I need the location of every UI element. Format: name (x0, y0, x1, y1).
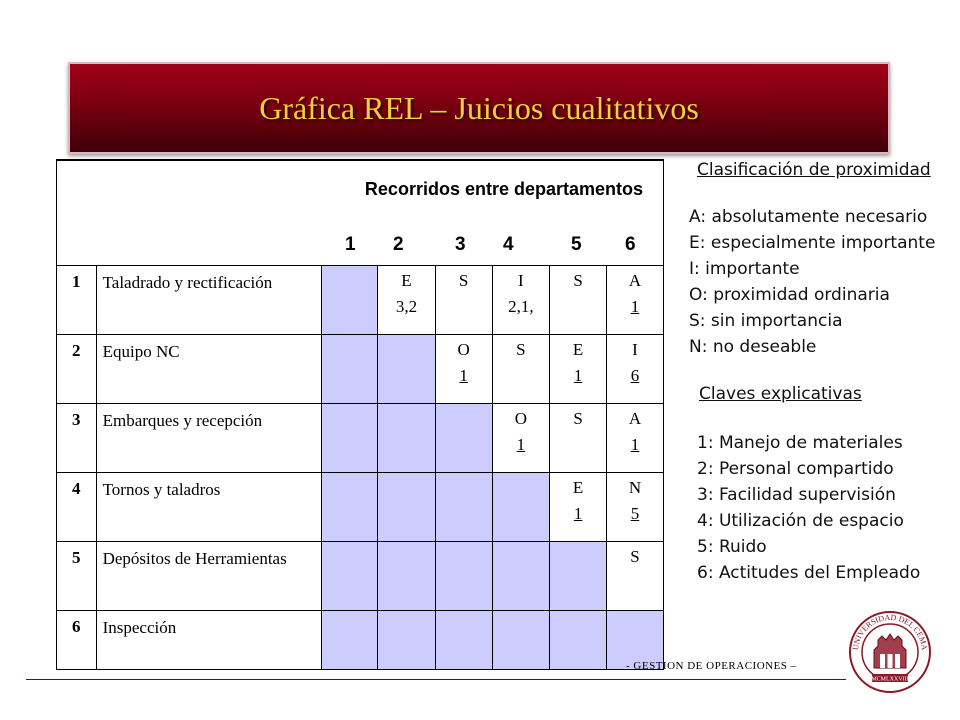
proximity-item: S: sin importancia (689, 311, 843, 331)
shaded-cell (492, 611, 550, 670)
shaded-cell (321, 473, 377, 542)
row-number: 2 (57, 335, 97, 404)
closeness-rating: E (572, 340, 584, 359)
footer-divider (26, 679, 846, 680)
shaded-cell (321, 542, 377, 611)
row-number: 5 (57, 542, 97, 611)
shaded-cell (378, 542, 435, 611)
shaded-cell (492, 473, 550, 542)
proximity-panel (697, 160, 931, 180)
relation-cell (550, 266, 607, 335)
university-seal-logo (848, 610, 932, 694)
key-item: 1: Manejo de materiales (697, 433, 903, 453)
closeness-rating: I (518, 271, 524, 290)
closeness-rating: O (514, 409, 527, 428)
department-name: Embarques y recepción (96, 404, 321, 473)
key-item: 6: Actitudes del Empleado (697, 563, 921, 583)
proximity-item: E: especialmente importante (689, 233, 936, 253)
table-row (57, 611, 664, 670)
shaded-cell (378, 335, 435, 404)
proximity-title: Clasificación de proximidad (697, 160, 931, 180)
proximity-item: I: importante (689, 259, 800, 279)
department-name: Depósitos de Herramientas (96, 542, 321, 611)
relation-cell (492, 266, 550, 335)
logo-text: UNIVERSIDAD DEL CEMA (850, 612, 930, 651)
shaded-cell (378, 404, 435, 473)
proximity-list-box (689, 204, 935, 360)
relation-cell (550, 473, 607, 542)
table-row (57, 542, 664, 611)
reason-code: 6 (630, 366, 640, 385)
closeness-rating: A (628, 271, 642, 290)
relation-cell (492, 404, 550, 473)
relation-cell (550, 404, 607, 473)
keys-list (697, 430, 920, 586)
shaded-cell (435, 611, 492, 670)
closeness-rating: I (632, 340, 638, 359)
title-banner (68, 62, 890, 154)
relation-cell (607, 404, 664, 473)
reason-code: 1 (630, 297, 640, 316)
column-number: 5 (571, 234, 582, 255)
column-number: 1 (345, 234, 356, 255)
shaded-cell (321, 404, 377, 473)
department-name: Tornos y taladros (96, 473, 321, 542)
rel-chart-table (56, 159, 664, 670)
closeness-rating: S (573, 409, 583, 428)
shaded-cell (378, 611, 435, 670)
keys-panel (699, 384, 862, 404)
reason-code: 1 (459, 366, 468, 385)
shaded-cell (550, 542, 607, 611)
row-number: 4 (57, 473, 97, 542)
column-number-row (57, 215, 664, 266)
closeness-rating: O (457, 340, 470, 359)
row-number: 1 (57, 266, 97, 335)
relation-cell (607, 542, 664, 611)
closeness-rating: A (628, 409, 642, 428)
table-header: Recorridos entre departamentos (57, 160, 664, 215)
department-name: Taladrado y rectificación (96, 266, 321, 335)
table-row (57, 473, 664, 542)
column-number: 3 (455, 234, 466, 255)
closeness-rating: S (630, 547, 640, 566)
table-row (57, 335, 664, 404)
reason-code: 1 (516, 435, 526, 454)
shaded-cell (378, 473, 435, 542)
row-number: 6 (57, 611, 97, 670)
relation-cell (492, 335, 550, 404)
keys-title: Claves explicativas (699, 384, 862, 404)
department-name: Equipo NC (96, 335, 321, 404)
department-name: Inspección (96, 611, 321, 670)
key-item: 2: Personal compartido (697, 459, 894, 479)
shaded-cell (435, 473, 492, 542)
shaded-cell (435, 542, 492, 611)
proximity-item: O: proximidad ordinaria (689, 285, 890, 305)
keys-list-box (697, 430, 920, 586)
closeness-rating: S (516, 340, 526, 359)
key-item: 3: Facilidad supervisión (697, 485, 896, 505)
closeness-rating: S (458, 271, 469, 290)
slide-title: Gráfica REL – Juicios cualitativos (259, 89, 699, 126)
closeness-rating: S (573, 271, 583, 290)
proximity-list (689, 204, 935, 360)
relation-cell (550, 335, 607, 404)
reason-code: 1 (630, 435, 640, 454)
closeness-rating: E (572, 478, 584, 497)
proximity-item: A: absolutamente necesario (689, 207, 928, 227)
shaded-cell (492, 542, 550, 611)
relation-cell (607, 266, 664, 335)
relation-cell (378, 266, 435, 335)
reason-code: 5 (630, 504, 640, 523)
column-number: 6 (625, 234, 636, 255)
column-number: 2 (393, 234, 404, 255)
reason-code: 2,1, (508, 297, 534, 316)
logo-year: MCMLXXVIII (871, 676, 909, 683)
key-item: 5: Ruido (697, 537, 767, 557)
shaded-cell (321, 335, 377, 404)
footer-text: - GESTION DE OPERACIONES – (626, 660, 797, 672)
column-number: 4 (503, 234, 514, 255)
reason-code: 3,2 (395, 297, 418, 316)
shaded-cell (321, 611, 377, 670)
relation-cell (435, 266, 492, 335)
proximity-item: N: no deseable (689, 337, 817, 357)
shaded-cell (321, 266, 377, 335)
row-number: 3 (57, 404, 97, 473)
shaded-cell (550, 611, 607, 670)
closeness-rating: E (401, 271, 412, 290)
reason-code: 1 (573, 504, 583, 523)
relation-cell (435, 335, 492, 404)
table-row (57, 404, 664, 473)
table-row (57, 266, 664, 335)
closeness-rating: N (628, 478, 642, 497)
relation-cell (607, 335, 664, 404)
reason-code: 1 (573, 366, 583, 385)
key-item: 4: Utilización de espacio (697, 511, 904, 531)
relation-cell (607, 473, 664, 542)
shaded-cell (435, 404, 492, 473)
